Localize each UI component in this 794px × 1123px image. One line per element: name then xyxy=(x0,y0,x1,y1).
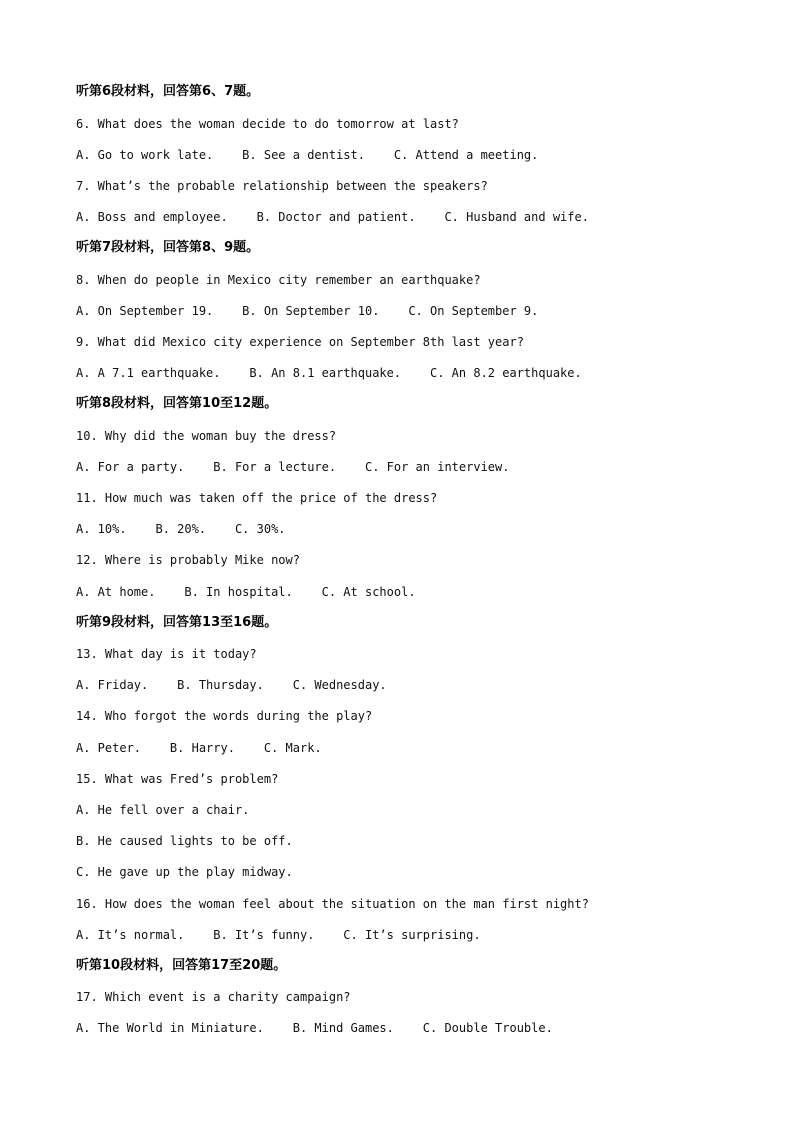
question-15: 15. What was Fred’s problem? xyxy=(76,772,279,786)
option-15-c: C. He gave up the play midway. xyxy=(76,865,293,879)
question-10: 10. Why did the woman buy the dress? xyxy=(76,429,337,443)
options-17: A. The World in Miniature. B. Mind Games. C. Double Trouble. xyxy=(76,1021,553,1035)
options-7: A. Boss and employee. B. Doctor and patient. C. Husband and wife. xyxy=(76,210,589,224)
section-heading-10: 听第10段材料，回答第17至20题。 xyxy=(76,958,287,973)
options-9: A. A 7.1 earthquake. B. An 8.1 earthquake. C. An 8.2 earthquake. xyxy=(76,366,582,380)
options-13: A. Friday. B. Thursday. C. Wednesday. xyxy=(76,678,387,692)
question-12: 12. Where is probably Mike now? xyxy=(76,553,300,567)
question-13: 13. What day is it today? xyxy=(76,647,257,661)
question-6: 6. What does the woman decide to do tomorrow at last? xyxy=(76,117,459,131)
options-11: A. 10%. B. 20%. C. 30%. xyxy=(76,522,286,536)
question-7: 7. What’s the probable relationship between the speakers? xyxy=(76,179,488,193)
option-15-a: A. He fell over a chair. xyxy=(76,803,250,817)
section-heading-8: 听第8段材料，回答第10至12题。 xyxy=(76,396,278,411)
question-14: 14. Who forgot the words during the play? xyxy=(76,709,373,723)
section-heading-7: 听第7段材料，回答第8、9题。 xyxy=(76,240,260,255)
section-heading-9: 听第9段材料，回答第13至16题。 xyxy=(76,615,278,630)
options-10: A. For a party. B. For a lecture. C. For an interview. xyxy=(76,460,510,474)
question-9: 9. What did Mexico city experience on September 8th last year? xyxy=(76,335,524,349)
question-8: 8. When do people in Mexico city remember an earthquake? xyxy=(76,273,481,287)
options-16: A. It’s normal. B. It’s funny. C. It’s surprising. xyxy=(76,928,481,942)
options-14: A. Peter. B. Harry. C. Mark. xyxy=(76,741,322,755)
question-16: 16. How does the woman feel about the situation on the man first night? xyxy=(76,897,589,911)
options-12: A. At home. B. In hospital. C. At school. xyxy=(76,585,416,599)
question-17: 17. Which event is a charity campaign? xyxy=(76,990,351,1004)
question-11: 11. How much was taken off the price of the dress? xyxy=(76,491,438,505)
options-6: A. Go to work late. B. See a dentist. C. Attend a meeting. xyxy=(76,148,539,162)
option-15-b: B. He caused lights to be off. xyxy=(76,834,293,848)
options-8: A. On September 19. B. On September 10. C. On September 9. xyxy=(76,304,539,318)
section-heading-6: 听第6段材料，回答第6、7题。 xyxy=(76,84,260,99)
